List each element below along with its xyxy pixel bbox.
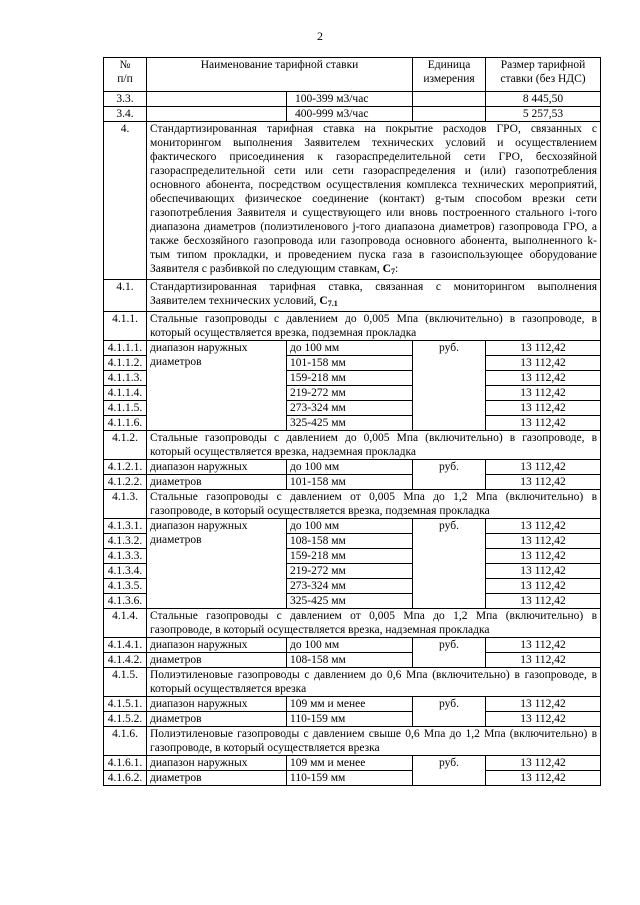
header-name: Наименование тарифной ставки (147, 58, 413, 92)
row-number: 4.1.3.5. (104, 579, 147, 594)
row-range: 325-425 мм (287, 594, 413, 609)
row-number: 4.1.2.1. (104, 460, 147, 475)
table-row (104, 107, 601, 122)
row-range: 108-158 мм (287, 534, 413, 549)
row-number: 4.1.3.6. (104, 594, 147, 609)
row-value: 13 112,42 (486, 416, 601, 431)
row-value: 13 112,42 (486, 653, 601, 668)
table-header-row (104, 58, 601, 92)
section-text (147, 122, 601, 280)
row-range: 110-159 мм (287, 771, 413, 786)
row-value: 13 112,42 (486, 519, 601, 534)
table-row (104, 92, 601, 107)
section-row (104, 122, 601, 280)
row-number: 4.1.4.2. (104, 653, 147, 668)
row-value: 13 112,42 (486, 712, 601, 727)
tariff-symbol-sub: 7.1 (327, 299, 338, 308)
table-row (104, 771, 601, 786)
table-row (104, 712, 601, 727)
row-number: 4.1.3.4. (104, 564, 147, 579)
row-number: 4.1.2.2. (104, 475, 147, 490)
table-row (104, 638, 601, 653)
unit-cell: руб. (413, 638, 486, 668)
table-row (104, 341, 601, 356)
row-number: 4.1.1.2. (104, 356, 147, 371)
row-number: 4.1.6.1. (104, 756, 147, 771)
row-value: 8 445,50 (486, 92, 601, 107)
unit-cell: руб. (413, 460, 486, 490)
group-number: 4.1.2. (104, 431, 147, 460)
section-text-body: Стандартизированная тарифная ставка, связанная с мониторингом выполнения Заявителем технических условий, (150, 281, 598, 307)
diameter-label: диапазон наружных (147, 697, 287, 712)
section-text (147, 280, 601, 312)
group-title: Стальные газопроводы с давлением до 0,005 Мпа (включительно) в газопроводе, в который осуществляется врезка, надземная прокладка (147, 431, 601, 460)
table-row (104, 653, 601, 668)
row-number: 4.1.6.2. (104, 771, 147, 786)
header-size: Размер тарифной ставки (без НДС) (486, 58, 601, 92)
row-number: 3.3. (104, 92, 147, 107)
row-range: до 100 мм (287, 341, 413, 356)
row-range: 101-158 мм (287, 475, 413, 490)
row-value: 13 112,42 (486, 386, 601, 401)
row-value: 13 112,42 (486, 475, 601, 490)
group-title: Стальные газопроводы с давлением от 0,005 Мпа до 1,2 Мпа (включительно) в газопроводе, в который осуществляется врезка, подземная прокладка (147, 490, 601, 519)
section-number: 4.1. (104, 280, 147, 312)
section-row (104, 280, 601, 312)
diameter-label: диапазон наружных диаметров (147, 341, 287, 431)
diameter-label: диапазон наружных (147, 460, 287, 475)
section-number: 4. (104, 122, 147, 280)
row-value: 13 112,42 (486, 356, 601, 371)
diameter-label: диапазон наружных (147, 638, 287, 653)
group-title-row (104, 431, 601, 460)
header-unit: Единица измерения (413, 58, 486, 92)
row-number: 4.1.3.3. (104, 549, 147, 564)
unit-cell: руб. (413, 756, 486, 786)
group-title-row (104, 668, 601, 697)
row-value: 13 112,42 (486, 579, 601, 594)
diameter-label: диапазон наружных (147, 756, 287, 771)
group-title: Полиэтиленовые газопроводы с давлением свыше 0,6 Мпа до 1,2 Мпа (включительно) в газопроводе, в который осуществляется врезка (147, 727, 601, 756)
row-number: 4.1.1.6. (104, 416, 147, 431)
row-value: 13 112,42 (486, 534, 601, 549)
diameter-label: диаметров (147, 475, 287, 490)
row-range: 108-158 мм (287, 653, 413, 668)
row-range: 325-425 мм (287, 416, 413, 431)
row-value: 13 112,42 (486, 771, 601, 786)
row-name-blank (147, 107, 287, 122)
table-row (104, 519, 601, 534)
page-number: 2 (317, 29, 323, 43)
row-number: 3.4. (104, 107, 147, 122)
row-number: 4.1.1.5. (104, 401, 147, 416)
row-value: 13 112,42 (486, 594, 601, 609)
header-num: № п/п (104, 58, 147, 92)
row-unit-blank (413, 92, 486, 107)
row-number: 4.1.1.4. (104, 386, 147, 401)
row-value: 13 112,42 (486, 371, 601, 386)
group-title-row (104, 727, 601, 756)
row-range: 101-158 мм (287, 356, 413, 371)
section-text-body: Стандартизированная тарифная ставка на покрытие расходов ГРО, связанных с мониторингом выполнения Заявителем технических условий и осуществлением фактического присоединения к газораспределительной сети ГРО, бесхозяйной газораспределительной сети или сети газораспределения и (или) газопотребления основного абонента, посредством осуществления комплекса технических мероприятий, обеспечивающих физическое соединение (контакт) g-тым способом врезки сети газопотребления Заявителя и существующего или вновь построенного стального i-того диапазона диаметров (полиэтиленового j-того диапазона диаметров) газопровода ГРО, а также бесхозяйного газопровода или газопровода основного абонента, выполненного k-тым типом прокладки, и проведением пуска газа в газоиспользующее оборудование Заявителя с разбивкой по следующим ставкам, (150, 123, 598, 275)
group-title-row (104, 609, 601, 638)
row-number: 4.1.1.1. (104, 341, 147, 356)
tariff-symbol: С (319, 295, 328, 307)
table-row (104, 475, 601, 490)
row-range: 400-999 м3/час (287, 107, 413, 122)
tariff-symbol: С (382, 263, 391, 275)
row-range: 100-399 м3/час (287, 92, 413, 107)
row-range: 109 мм и менее (287, 697, 413, 712)
row-range: до 100 мм (287, 460, 413, 475)
group-title: Полиэтиленовые газопроводы с давлением до 0,6 Мпа (включительно) в газопроводе, в который осуществляется врезка (147, 668, 601, 697)
unit-cell: руб. (413, 519, 486, 609)
row-number: 4.1.1.3. (104, 371, 147, 386)
row-number: 4.1.5.1. (104, 697, 147, 712)
row-range: 109 мм и менее (287, 756, 413, 771)
row-value: 13 112,42 (486, 697, 601, 712)
row-number: 4.1.4.1. (104, 638, 147, 653)
row-unit-blank (413, 107, 486, 122)
diameter-label: диаметров (147, 653, 287, 668)
unit-cell: руб. (413, 341, 486, 431)
diameter-label: диаметров (147, 771, 287, 786)
unit-cell: руб. (413, 697, 486, 727)
table-row (104, 697, 601, 712)
group-title-row (104, 490, 601, 519)
tariff-table (103, 57, 601, 786)
diameter-label: диаметров (147, 712, 287, 727)
row-range: до 100 мм (287, 638, 413, 653)
row-range: 273-324 мм (287, 579, 413, 594)
row-range: 159-218 мм (287, 371, 413, 386)
row-number: 4.1.3.2. (104, 534, 147, 549)
tariff-symbol-sub: 7 (390, 267, 395, 276)
group-number: 4.1.6. (104, 727, 147, 756)
row-number: 4.1.3.1. (104, 519, 147, 534)
row-value: 13 112,42 (486, 460, 601, 475)
tariff-table-body (104, 58, 601, 786)
row-range: 273-324 мм (287, 401, 413, 416)
row-value: 13 112,42 (486, 401, 601, 416)
group-number: 4.1.4. (104, 609, 147, 638)
row-value: 13 112,42 (486, 341, 601, 356)
group-number: 4.1.3. (104, 490, 147, 519)
row-value: 13 112,42 (486, 564, 601, 579)
row-range: до 100 мм (287, 519, 413, 534)
group-number: 4.1.1. (104, 312, 147, 341)
diameter-label: диапазон наружных диаметров (147, 519, 287, 609)
group-title: Стальные газопроводы с давлением до 0,005 Мпа (включительно) в газопроводе, в который осуществляется врезка, подземная прокладка (147, 312, 601, 341)
row-value: 13 112,42 (486, 756, 601, 771)
row-range: 219-272 мм (287, 386, 413, 401)
row-value: 13 112,42 (486, 549, 601, 564)
row-number: 4.1.5.2. (104, 712, 147, 727)
row-range: 159-218 мм (287, 549, 413, 564)
row-range: 219-272 мм (287, 564, 413, 579)
group-number: 4.1.5. (104, 668, 147, 697)
table-row (104, 756, 601, 771)
section-text-end: : (394, 263, 399, 275)
row-value: 13 112,42 (486, 638, 601, 653)
group-title-row (104, 312, 601, 341)
row-range: 110-159 мм (287, 712, 413, 727)
row-name-blank (147, 92, 287, 107)
table-row (104, 460, 601, 475)
row-value: 5 257,53 (486, 107, 601, 122)
group-title: Стальные газопроводы с давлением от 0,005 Мпа до 1,2 Мпа (включительно) в газопроводе, в который осуществляется врезка, надземная прокладка (147, 609, 601, 638)
